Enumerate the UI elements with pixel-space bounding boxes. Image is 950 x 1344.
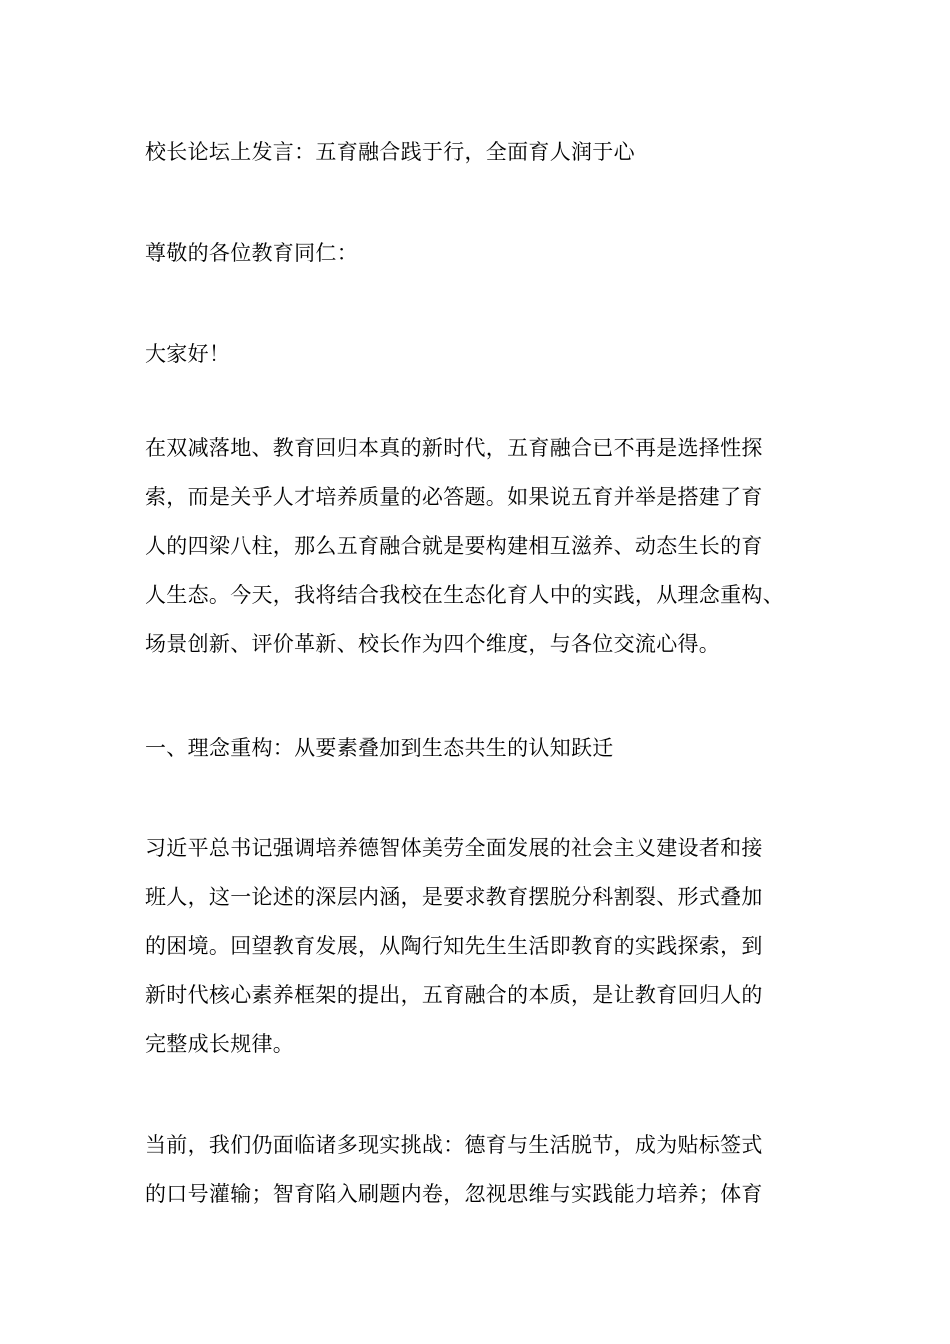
paragraph-line: 索，而是关乎人才培养质量的必答题。如果说五育并举是搭建了育 [145,485,763,509]
paragraph-line: 的困境。回望教育发展，从陶行知先生生活即教育的实践探索，到 [145,934,763,958]
paragraph-line: 的口号灌输；智育陷入刷题内卷，忽视思维与实践能力培养；体育 [145,1182,763,1206]
paragraph-line: 完整成长规律。 [145,1032,295,1056]
paragraph-concept [145,824,835,1069]
document-title [145,128,835,177]
greeting-line: 大家好！ [145,342,231,366]
paragraph-line: 在双减落地、教育回归本真的新时代，五育融合已不再是选择性探 [145,436,763,460]
paragraph-line: 当前，我们仍面临诸多现实挑战：德育与生活脱节，成为贴标签式 [145,1133,763,1157]
paragraph-line: 人的四梁八柱，那么五育融合就是要构建相互滋养、动态生长的育 [145,534,763,558]
paragraph-line: 人生态。今天，我将结合我校在生态化育人中的实践，从理念重构、 [145,583,784,607]
paragraph-line: 班人，这一论述的深层内涵，是要求教育摆脱分科割裂、形式叠加 [145,885,763,909]
title-line: 校长论坛上发言：五育融合践于行，全面育人润于心 [145,140,635,164]
section-heading-line: 一、理念重构：从要素叠加到生态共生的认知跃迁 [145,736,614,760]
greeting [145,330,835,379]
section-heading [145,724,835,773]
paragraph-intro [145,424,835,669]
salutation [145,229,835,278]
paragraph-line: 场景创新、评价革新、校长作为四个维度，与各位交流心得。 [145,632,721,656]
salutation-line: 尊敬的各位教育同仁： [145,241,358,265]
paragraph-challenges [145,1121,835,1219]
paragraph-line: 新时代核心素养框架的提出，五育融合的本质，是让教育回归人的 [145,983,763,1007]
paragraph-line: 习近平总书记强调培养德智体美劳全面发展的社会主义建设者和接 [145,836,763,860]
